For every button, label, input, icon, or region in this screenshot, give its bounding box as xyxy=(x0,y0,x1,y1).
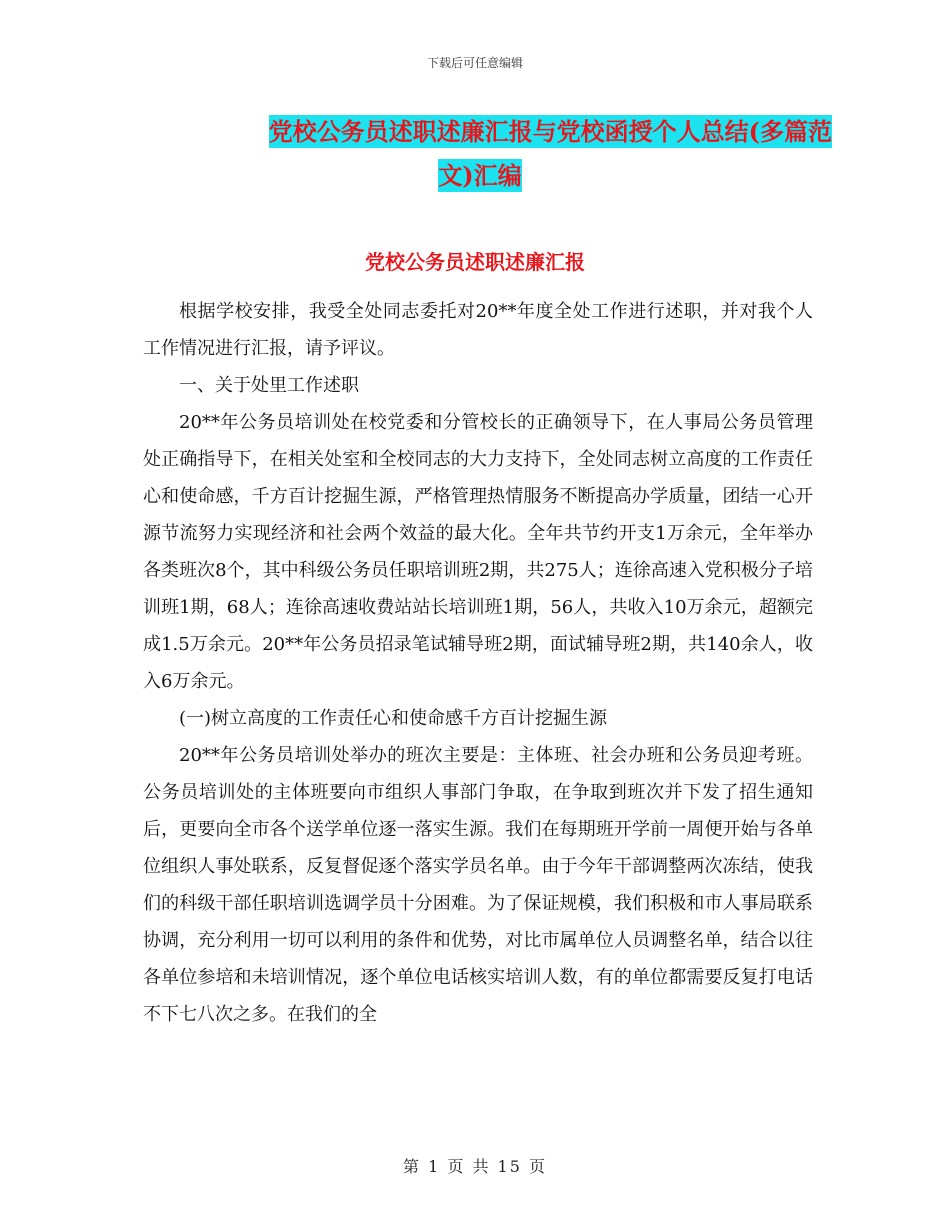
title-line-1 xyxy=(140,110,832,154)
paragraph: 20**年公务员培训处在校党委和分管校长的正确领导下，在人事局公务员管理处正确指导下，在相关处室和全校同志的大力支持下，全处同志树立高度的工作责任心和使命感，千方百计挖掘生源，严格管理热情服务不断提高办学质量，团结一心开源节流努力实现经济和社会两个效益的最大化。全年共节约开支1万余元，全年举办各类班次8个，其中科级公务员任职培训班2期，共275人；连徐高速入党积极分子培训班1期，68人；连徐高速收费站站长培训班1期，56人，共收入10万余元，超额完成1.5万余元。20**年公务员招录笔试辅导班2期，面试辅导班2期，共140余人，收入6万余元。 xyxy=(143,412,813,692)
header-note: 下载后可任意编辑 xyxy=(426,56,523,70)
title-line-2 xyxy=(140,154,820,198)
document-body xyxy=(143,293,813,1033)
paragraph: 20**年公务员培训处举办的班次主要是：主体班、社会办班和公务员迎考班。公务员培训处的主体班要向市组织人事部门争取，在争取到班次并下发了招生通知后，更要向全市各个送学单位逐一落实生源。我们在每期班开学前一周便开始与各单位组织人事处联系，反复督促逐个落实学员名单。由于今年干部调整两次冻结，使我们的科级干部任职培训选调学员十分困难。为了保证规模，我们积极和市人事局联系协调，充分利用一切可以利用的条件和优势，对比市属单位人员调整名单，结合以往各单位参培和未培训情况，逐个单位电话核实培训人数，有的单位都需要反复打电话不下七八次之多。在我们的全 xyxy=(143,745,813,1025)
section-title: 党校公务员述职述廉汇报 xyxy=(365,250,585,274)
title-text-1: 党校公务员述职述廉汇报与党校函授个人总结(多篇范 xyxy=(268,117,832,146)
title-text-2: 文)汇编 xyxy=(438,161,522,190)
document-title xyxy=(140,110,832,198)
paragraph: 一、关于处里工作述职 xyxy=(179,375,359,396)
paragraph: (一)树立高度的工作责任心和使命感千方百计挖掘生源 xyxy=(179,708,608,729)
paragraph: 根据学校安排，我受全处同志委托对20**年度全处工作进行述职，并对我个人工作情况进行汇报，请予评议。 xyxy=(143,301,813,359)
page-number: 第 1 页 共 15 页 xyxy=(403,1157,547,1176)
